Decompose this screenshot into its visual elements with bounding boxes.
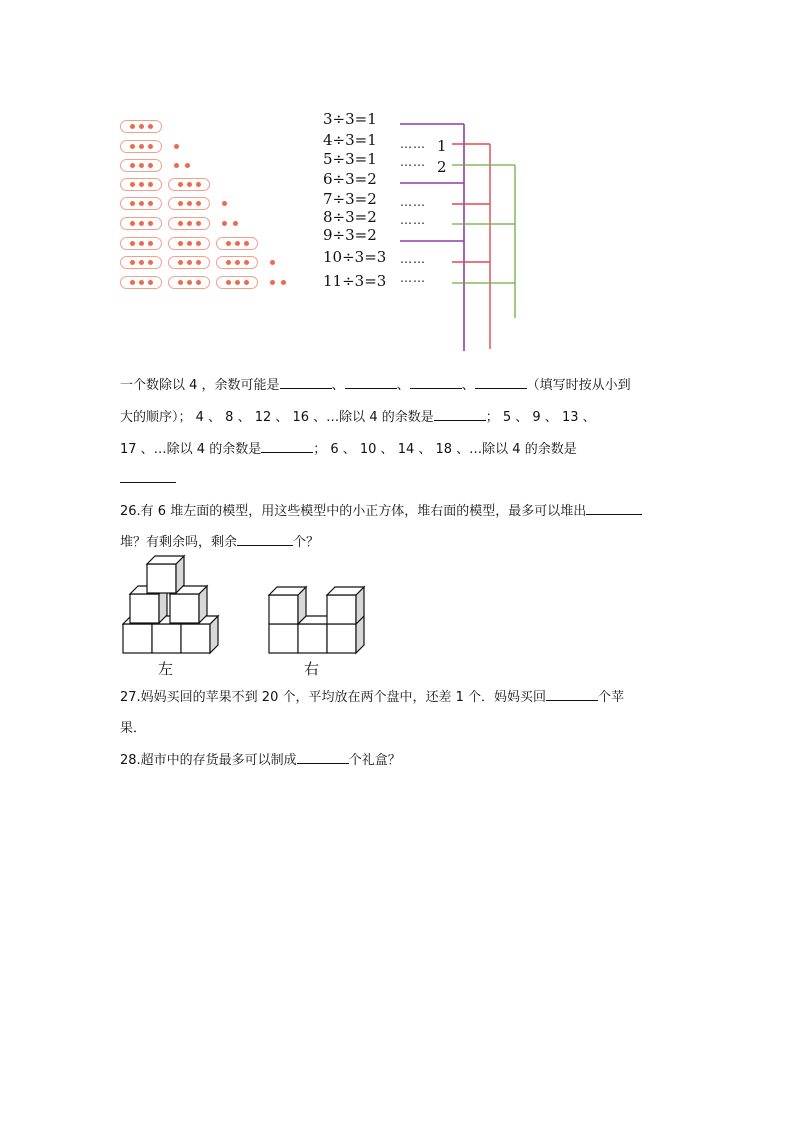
dot-row: [120, 235, 264, 251]
separator: 、: [396, 378, 410, 393]
answer-blank[interactable]: [586, 502, 642, 515]
left-model: [123, 556, 218, 653]
equation: 3÷3=1: [323, 110, 377, 128]
red-bracket: [452, 144, 490, 349]
q27-text: 果．: [120, 721, 147, 736]
q26-line-1: [120, 500, 642, 519]
dot-row: [120, 118, 168, 134]
equation: 10÷3=3: [323, 248, 387, 266]
q28-line: [120, 749, 401, 768]
left-model-caption: 左: [158, 660, 174, 678]
right-model: [269, 587, 364, 653]
equation: 5÷3=1: [323, 150, 377, 168]
remainder-label: 1: [437, 137, 447, 155]
right-model-caption: 右: [304, 660, 320, 678]
q26-text: 个？: [293, 535, 320, 550]
ellipsis-marker: ……: [400, 155, 426, 169]
q25-line-1: [120, 374, 631, 393]
equation: 8÷3=2: [323, 208, 377, 226]
dot-row: [120, 157, 190, 173]
q28-text: 28.超市中的存货最多可以制成: [120, 753, 297, 768]
equation: 6÷3=2: [323, 170, 377, 188]
purple-bracket: [400, 124, 464, 351]
dot-row: [120, 254, 275, 270]
cube-models-figure: [118, 553, 378, 657]
ellipsis-marker: ……: [400, 195, 426, 209]
equation: 4÷3=1: [323, 131, 377, 149]
q25-text: 大的顺序）； 4 、 8 、 12 、 16 、…除以 4 的余数是: [120, 410, 434, 425]
q27-line-1: [120, 686, 624, 705]
q25-line-3: [120, 438, 577, 457]
answer-blank[interactable]: [297, 751, 349, 764]
q28-text: 个礼盒？: [348, 753, 401, 768]
answer-blank[interactable]: [410, 376, 462, 389]
equation: 11÷3=3: [323, 272, 387, 290]
q27-text: 27.妈妈买回的苹果不到 20 个，平均放在两个盘中，还差 1 个．妈妈买回: [120, 690, 547, 705]
answer-blank[interactable]: [434, 408, 486, 421]
remainder-bracket-lines: [390, 115, 530, 360]
answer-blank[interactable]: [475, 376, 527, 389]
q26-text: 堆？有剩余吗，剩余: [120, 535, 238, 550]
answer-blank[interactable]: [546, 688, 598, 701]
answer-blank[interactable]: [280, 376, 332, 389]
q25-text: 一个数除以 4 ，余数可能是: [120, 378, 280, 393]
separator: 、: [461, 378, 475, 393]
ellipsis-marker: ……: [400, 271, 426, 285]
q25-line-2: [120, 406, 596, 425]
dot-row: [120, 195, 227, 211]
ellipsis-marker: ……: [400, 213, 426, 227]
equation: 7÷3=2: [323, 190, 377, 208]
q26-line-2: [120, 531, 319, 550]
dot-row: [120, 215, 238, 231]
separator: 、: [331, 378, 345, 393]
answer-blank[interactable]: [237, 533, 293, 546]
dot-row: [120, 176, 216, 192]
remainder-label: 2: [437, 158, 447, 176]
answer-blank[interactable]: [345, 376, 397, 389]
q25-line-4: [120, 470, 176, 487]
equation: 9÷3=2: [323, 226, 377, 244]
ellipsis-marker: ……: [400, 137, 426, 151]
dot-row: [120, 138, 179, 154]
dot-row: [120, 274, 286, 290]
q25-text: ； 6 、 10 、 14 、 18 、…除以 4 的余数是: [313, 442, 577, 457]
answer-blank[interactable]: [120, 470, 176, 483]
answer-blank[interactable]: [261, 440, 313, 453]
q25-text: ； 5 、 9 、 13 、: [485, 410, 596, 425]
q27-line-2: [120, 717, 146, 736]
q25-text: （填写时按从小到: [526, 378, 631, 393]
q25-text: 17 、…除以 4 的余数是: [120, 442, 262, 457]
q26-text: 26.有 6 堆左面的模型，用这些模型中的小正方体，堆右面的模型，最多可以堆出: [120, 504, 587, 519]
q27-text: 个苹: [598, 690, 625, 705]
ellipsis-marker: ……: [400, 252, 426, 266]
